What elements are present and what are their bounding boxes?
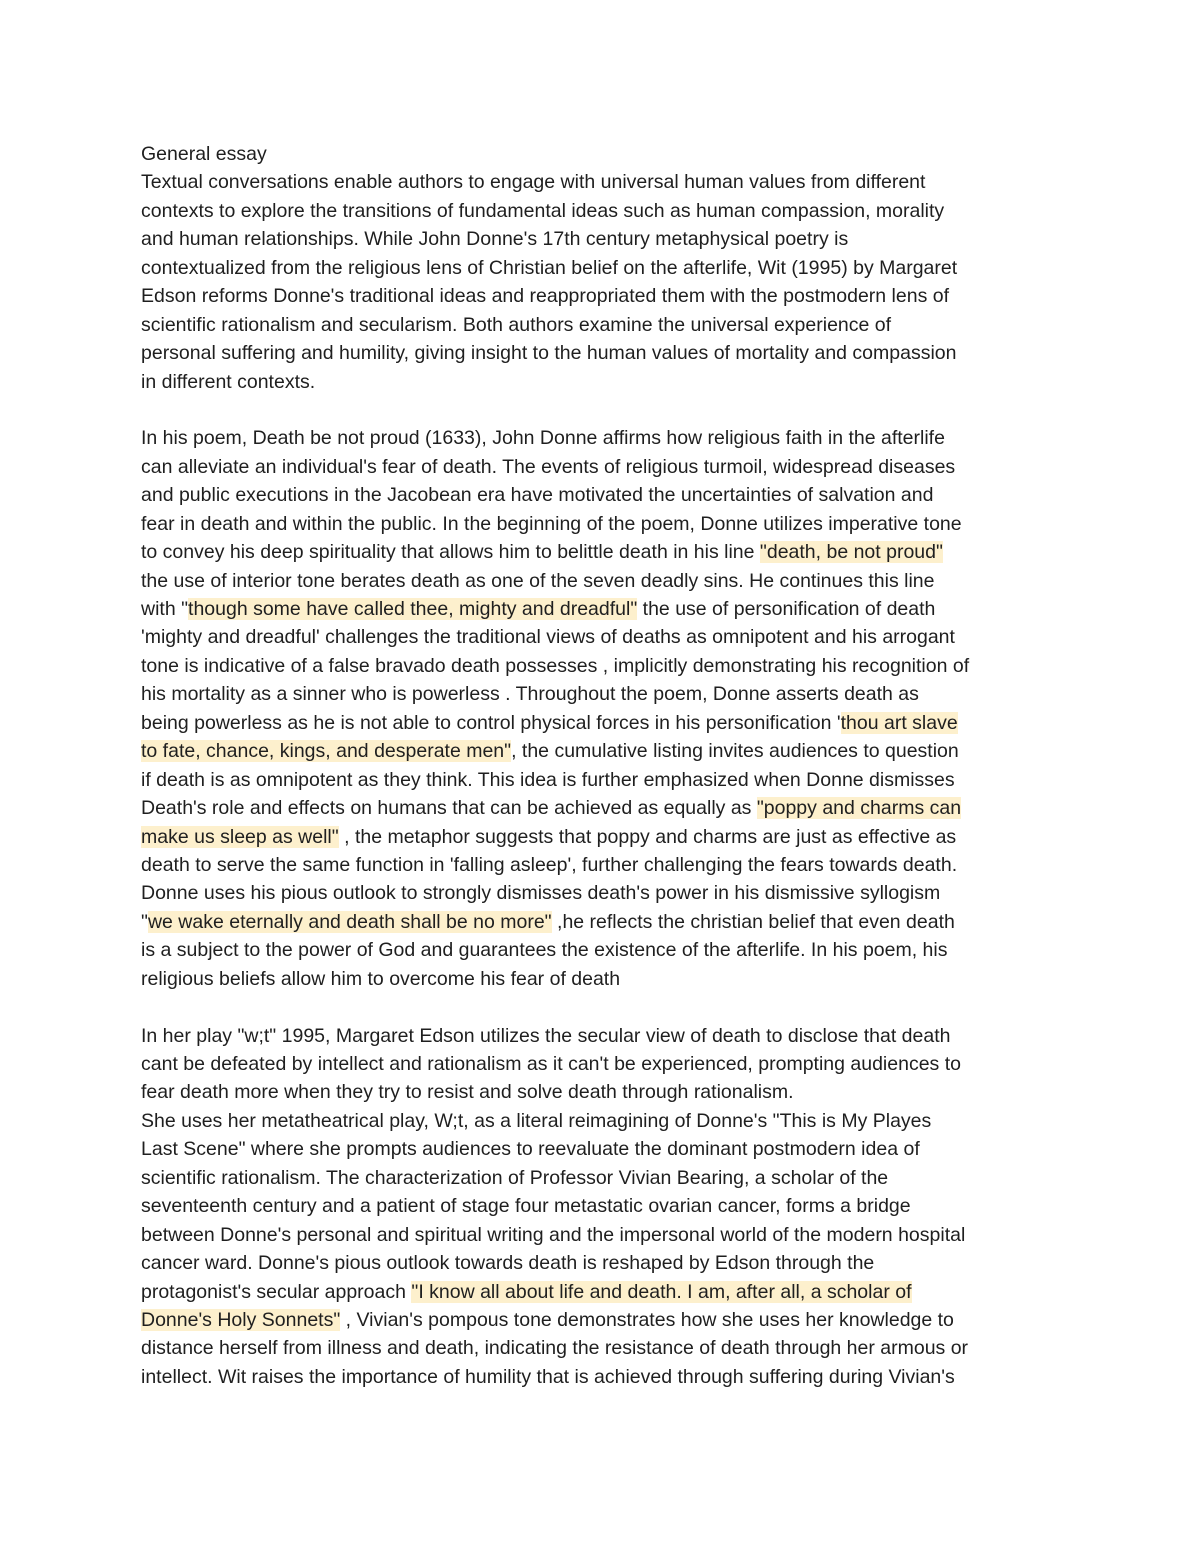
edson-line: intellect. Wit raises the importance of humility that is achieved through suffering during Vivian's <box>141 1365 955 1388</box>
edson-line: between Donne's personal and spiritual writing and the impersonal world of the modern hospital <box>141 1223 966 1246</box>
intro-line: Textual conversations enable authors to engage with universal human values from different <box>141 171 926 194</box>
edson-paragraph <box>141 1022 1071 1392</box>
highlighted-quote: Donne's Holy Sonnets" <box>141 1308 341 1331</box>
text-run: ,he reflects the christian belief that even death <box>551 910 955 933</box>
highlighted-quote: make us sleep as well" <box>141 825 339 848</box>
edson-line <box>141 1306 1071 1334</box>
donne-line: the use of interior tone berates death as one of the seven deadly sins. He continues this line <box>141 569 935 592</box>
edson-line: distance herself from illness and death, indicating the resistance of death through her armous or <box>141 1337 969 1360</box>
highlighted-quote: we wake eternally and death shall be no more" <box>147 910 552 933</box>
highlighted-quote: "I know all about life and death. I am, after all, a scholar of <box>411 1280 912 1303</box>
edson-line: seventeenth century and a patient of stage four metastatic ovarian cancer, forms a bridge <box>141 1195 911 1218</box>
donne-line: if death is as omnipotent as they think. This idea is further emphasized when Donne dismisses <box>141 768 955 791</box>
donne-line <box>141 595 1071 623</box>
text-run: , Vivian's pompous tone demonstrates how she uses her knowledge to <box>340 1308 954 1331</box>
text-run: to convey his deep spirituality that allows him to belittle death in his line <box>141 541 760 564</box>
donne-line: In his poem, Death be not proud (1633), John Donne affirms how religious faith in the afterlife <box>141 427 945 450</box>
donne-line: is a subject to the power of God and guarantees the existence of the afterlife. In his poem, his <box>141 939 948 962</box>
edson-line: scientific rationalism. The characterization of Professor Vivian Bearing, a scholar of the <box>141 1166 889 1189</box>
donne-line <box>141 908 1071 936</box>
highlighted-quote: thou art slave <box>840 711 958 734</box>
text-run: protagonist's secular approach <box>141 1280 412 1303</box>
paragraph-spacer <box>141 993 1071 1021</box>
donne-line <box>141 709 1071 737</box>
highlighted-quote: to fate, chance, kings, and desperate men" <box>141 740 512 763</box>
highlighted-quote: though some have called thee, mighty and dreadful" <box>188 598 638 620</box>
donne-line: his mortality as a sinner who is powerless . Throughout the poem, Donne asserts death as <box>141 683 919 706</box>
edson-line <box>141 1278 1071 1306</box>
intro-line: contextualized from the religious lens of Christian belief on the afterlife, Wit (1995) by Margaret <box>141 256 958 279</box>
donne-line <box>141 794 1071 822</box>
edson-line: cant be defeated by intellect and rationalism as it can't be experienced, prompting audiences to <box>141 1053 961 1075</box>
intro-line: scientific rationalism and secularism. Both authors examine the universal experience of <box>141 313 892 336</box>
text-run: " <box>141 910 148 933</box>
donne-line: Donne uses his pious outlook to strongly dismisses death's power in his dismissive syllogism <box>141 882 941 905</box>
intro-line: and human relationships. While John Donne's 17th century metaphysical poetry is <box>141 228 849 251</box>
intro-paragraph <box>141 168 1071 396</box>
donne-line <box>141 538 1071 566</box>
text-run: , the metaphor suggests that poppy and charms are just as effective as <box>338 825 957 848</box>
highlighted-quote: "poppy and charms can <box>756 797 962 820</box>
intro-line: contexts to explore the transitions of fundamental ideas such as human compassion, morality <box>141 199 945 222</box>
donne-line: and public executions in the Jacobean era have motivated the uncertainties of salvation and <box>141 484 934 507</box>
donne-paragraph <box>141 424 1071 993</box>
edson-line: Last Scene" where she prompts audiences to reevaluate the dominant postmodern idea of <box>141 1138 920 1161</box>
paragraph-spacer <box>141 396 1071 424</box>
donne-line: can alleviate an individual's fear of death. The events of religious turmoil, widespread diseases <box>141 455 956 478</box>
donne-line <box>141 737 1071 765</box>
edson-line: She uses her metatheatrical play, W;t, as a literal reimagining of Donne's "This is My Playes <box>141 1109 932 1132</box>
donne-line: 'mighty and dreadful' challenges the traditional views of deaths as omnipotent and his arrogant <box>141 626 955 649</box>
donne-line <box>141 823 1071 851</box>
essay-heading: General essay <box>141 143 267 165</box>
text-run: the use of personification of death <box>637 598 936 620</box>
edson-line: fear death more when they try to resist and solve death through rationalism. <box>141 1081 794 1104</box>
intro-line: Edson reforms Donne's traditional ideas and reappropriated them with the postmodern lens of <box>141 285 950 308</box>
donne-line: fear in death and within the public. In the beginning of the poem, Donne utilizes imperative tone <box>141 512 962 535</box>
donne-line: death to serve the same function in 'falling asleep', further challenging the fears towards death. <box>141 853 958 876</box>
intro-line: in different contexts. <box>141 370 316 393</box>
text-run: , the cumulative listing invites audiences to question <box>511 740 959 763</box>
donne-line: tone is indicative of a false bravado death possesses , implicitly demonstrating his recognition of <box>141 654 970 677</box>
text-run: with " <box>141 598 189 620</box>
essay-body <box>141 140 1071 1391</box>
text-run: Death's role and effects on humans that can be achieved as equally as <box>141 797 757 820</box>
donne-line: religious beliefs allow him to overcome his fear of death <box>141 967 621 990</box>
edson-line: cancer ward. Donne's pious outlook towards death is reshaped by Edson through the <box>141 1252 875 1275</box>
edson-line: In her play "w;t" 1995, Margaret Edson utilizes the secular view of death to disclose that death <box>141 1024 951 1047</box>
highlighted-quote: "death, be not proud" <box>759 541 943 564</box>
intro-line: personal suffering and humility, giving insight to the human values of mortality and compassion <box>141 342 957 365</box>
text-run: being powerless as he is not able to control physical forces in his personification ' <box>141 711 841 734</box>
